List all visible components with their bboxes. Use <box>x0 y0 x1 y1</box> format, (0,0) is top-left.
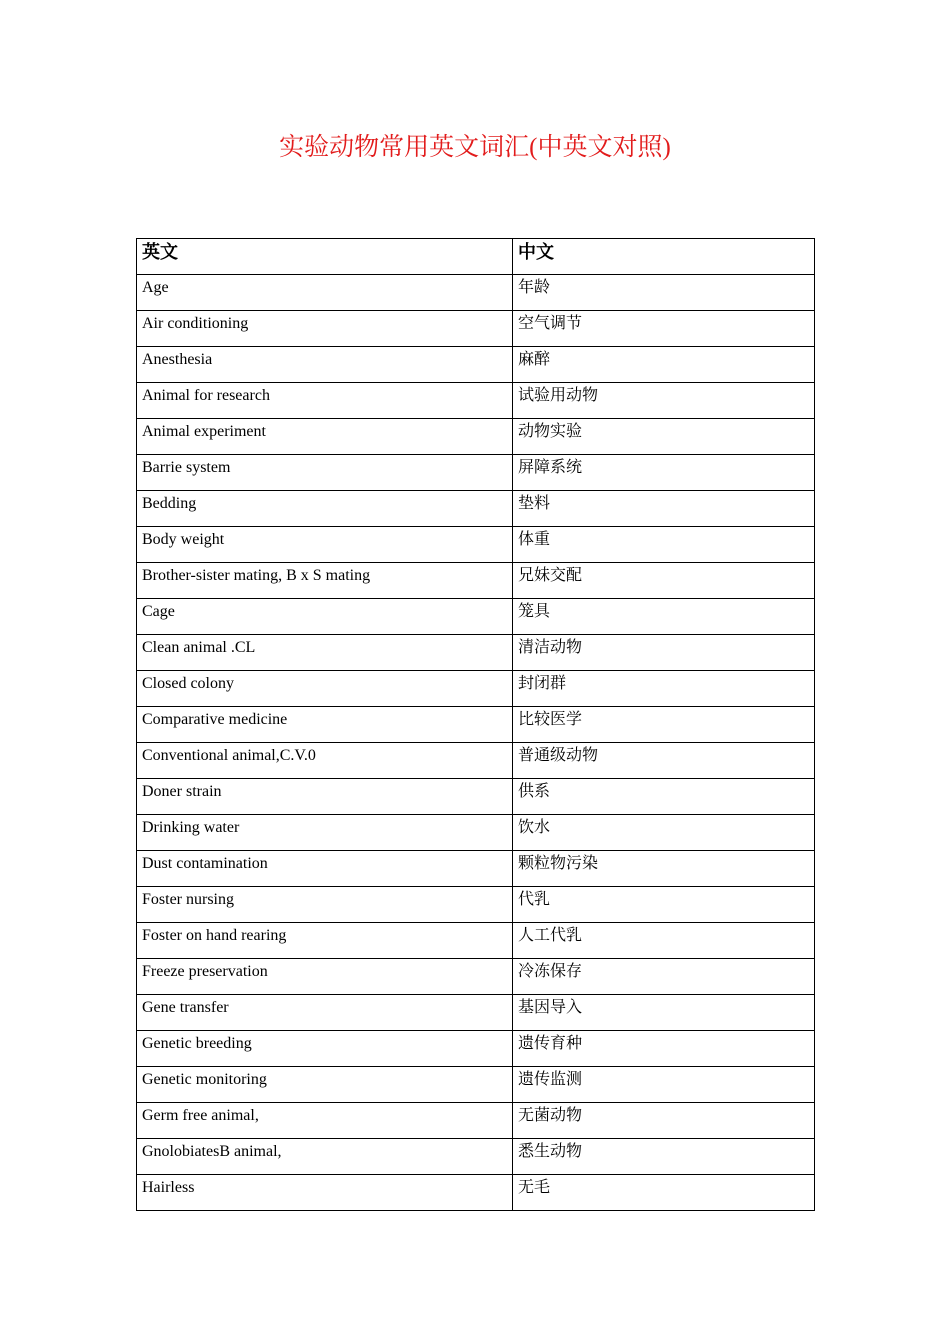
cell-english-term: Genetic monitoring <box>137 1067 513 1103</box>
cell-english-term: Brother-sister mating, B x S mating <box>137 563 513 599</box>
cell-chinese-term: 清洁动物 <box>513 635 815 671</box>
table-row <box>137 959 815 995</box>
cell-english-term: Cage <box>137 599 513 635</box>
table-row <box>137 1031 815 1067</box>
table-row <box>137 923 815 959</box>
cell-chinese-term: 代乳 <box>513 887 815 923</box>
table-row <box>137 383 815 419</box>
cell-english-term: Animal experiment <box>137 419 513 455</box>
cell-chinese-term: 屏障系统 <box>513 455 815 491</box>
table-row <box>137 1139 815 1175</box>
table-row <box>137 491 815 527</box>
cell-english-term: Foster nursing <box>137 887 513 923</box>
cell-chinese-term: 颗粒物污染 <box>513 851 815 887</box>
table-row <box>137 1175 815 1211</box>
header-chinese: 中文 <box>513 239 815 275</box>
cell-chinese-term: 空气调节 <box>513 311 815 347</box>
table-row <box>137 563 815 599</box>
table-row <box>137 599 815 635</box>
cell-english-term: Body weight <box>137 527 513 563</box>
cell-chinese-term: 兄妹交配 <box>513 563 815 599</box>
cell-chinese-term: 遗传监测 <box>513 1067 815 1103</box>
cell-english-term: Age <box>137 275 513 311</box>
cell-english-term: Drinking water <box>137 815 513 851</box>
table-row <box>137 887 815 923</box>
cell-english-term: Bedding <box>137 491 513 527</box>
cell-chinese-term: 垫料 <box>513 491 815 527</box>
cell-english-term: Gene transfer <box>137 995 513 1031</box>
cell-english-term: Closed colony <box>137 671 513 707</box>
cell-chinese-term: 普通级动物 <box>513 743 815 779</box>
table-row <box>137 527 815 563</box>
cell-english-term: Barrie system <box>137 455 513 491</box>
table-row <box>137 275 815 311</box>
cell-chinese-term: 无毛 <box>513 1175 815 1211</box>
cell-chinese-term: 供系 <box>513 779 815 815</box>
cell-chinese-term: 比较医学 <box>513 707 815 743</box>
cell-english-term: GnolobiatesB animal, <box>137 1139 513 1175</box>
cell-chinese-term: 笼具 <box>513 599 815 635</box>
cell-english-term: Air conditioning <box>137 311 513 347</box>
table-row <box>137 707 815 743</box>
table-row <box>137 347 815 383</box>
cell-english-term: Hairless <box>137 1175 513 1211</box>
cell-chinese-term: 麻醉 <box>513 347 815 383</box>
cell-english-term: Genetic breeding <box>137 1031 513 1067</box>
cell-english-term: Dust contamination <box>137 851 513 887</box>
document-title: 实验动物常用英文词汇(中英文对照) <box>279 134 671 161</box>
table-row <box>137 1067 815 1103</box>
table-row <box>137 419 815 455</box>
cell-chinese-term: 悉生动物 <box>513 1139 815 1175</box>
cell-chinese-term: 封闭群 <box>513 671 815 707</box>
cell-english-term: Doner strain <box>137 779 513 815</box>
cell-english-term: Conventional animal,C.V.0 <box>137 743 513 779</box>
table-row <box>137 815 815 851</box>
table-row <box>137 743 815 779</box>
cell-english-term: Clean animal .CL <box>137 635 513 671</box>
cell-chinese-term: 饮水 <box>513 815 815 851</box>
cell-english-term: Freeze preservation <box>137 959 513 995</box>
cell-chinese-term: 人工代乳 <box>513 923 815 959</box>
cell-chinese-term: 动物实验 <box>513 419 815 455</box>
table-row <box>137 635 815 671</box>
table-header-row <box>137 239 815 275</box>
vocabulary-table <box>136 238 815 1211</box>
cell-chinese-term: 遗传育种 <box>513 1031 815 1067</box>
cell-chinese-term: 冷冻保存 <box>513 959 815 995</box>
cell-chinese-term: 体重 <box>513 527 815 563</box>
table-row <box>137 671 815 707</box>
table-row <box>137 851 815 887</box>
table-row <box>137 779 815 815</box>
cell-english-term: Germ free animal, <box>137 1103 513 1139</box>
header-english: 英文 <box>137 239 513 275</box>
table-row <box>137 995 815 1031</box>
cell-english-term: Foster on hand rearing <box>137 923 513 959</box>
cell-chinese-term: 年龄 <box>513 275 815 311</box>
cell-english-term: Animal for research <box>137 383 513 419</box>
cell-chinese-term: 试验用动物 <box>513 383 815 419</box>
cell-english-term: Anesthesia <box>137 347 513 383</box>
cell-chinese-term: 无菌动物 <box>513 1103 815 1139</box>
table-body <box>137 275 815 1211</box>
table-row <box>137 311 815 347</box>
table-row <box>137 1103 815 1139</box>
cell-english-term: Comparative medicine <box>137 707 513 743</box>
cell-chinese-term: 基因导入 <box>513 995 815 1031</box>
table-row <box>137 455 815 491</box>
